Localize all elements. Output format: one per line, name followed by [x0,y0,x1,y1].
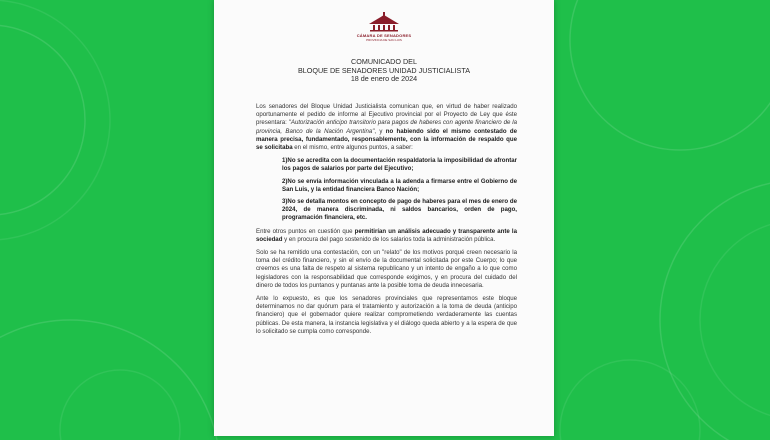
document-heading [214,58,554,84]
paragraph-1-text-c: en el mismo, entre algunos puntos, a saber: [292,144,413,152]
paragraph-2 [256,228,517,244]
paragraph-1-bold: no habiendo sido el mismo contestado de manera precisa, fundamentado, responsablemente, con la información de respaldo que se solicitaba [256,127,517,152]
paragraph-1-text-b: , y [374,127,386,135]
point-item [282,157,517,173]
point-item [282,198,517,223]
document-page [214,0,554,436]
paragraph-2-text-b: y en procura del pago sostenido de los salarios toda la administración pública. [282,235,496,243]
point-item [282,178,517,194]
heading-line-2: BLOQUE DE SENADORES UNIDAD JUSTICIALISTA [297,65,470,75]
senate-building-icon [367,12,401,32]
logo-title: CÁMARA DE SENADORES [356,33,412,38]
point-1: 1)No se acredita con la documentación respaldatoria la imposibilidad de afrontar los pagos de salarios por parte del Ejecutivo; [282,157,517,173]
point-3: 3)No se detalla montos en concepto de pago de haberes para el mes de enero de 2024, de manera discriminada, ni saldos bancarios, orden de pago, programación financiera, etc. [282,198,517,222]
paragraph-4: Ante lo expuesto, es que los senadores provinciales que representamos este bloque determinamos no dar quórum para el tratamiento y autorización a la toma de deuda (anticipo financiero) que el gobernador quiere realizar comprometiendo verdaderamente las cuentas públicas. De esta manera, la instancia legislativa y el diálogo queda abierto y a la espera de que lo solicitado se cumpla como corresponde. [256,295,517,335]
document-body [256,103,517,341]
paragraph-1-quote: "Autorización anticipo transitorio para pagos de haberes con agente financiero de la provincia, Banco de la Nación Argentina" [256,119,517,135]
paragraph-3: Solo se ha remitido una contestación, con un "relato" de los motivos porqué creen necesario la toma del crédito financiero, y sin el envío de la documental solicitada por este Cuerpo; lo que creemos es una falta de respeto al sistema republicano y un intento de engaño a lo que como legisladores con la responsabilidad que corresponde exigimos, y en procura del cuidado del dinero de todos los puntanos y puntanas ante la posible toma de deuda innecesaria. [256,249,517,289]
senate-logo [214,12,554,42]
paragraph-2-text-a: Entre otros puntos en cuestión que [256,227,355,235]
points-list [282,157,517,222]
heading-date: 18 de enero de 2024 [350,74,418,84]
point-2: 2)No se envía información vinculada a la adenda a firmarse entre el Gobierno de San Luis, y la entidad financiera Banco Nación; [282,177,517,193]
paragraph-2-bold: permitirían un análisis adecuado y transparente ante la sociedad [256,227,517,243]
paragraph-1-text-a: Los senadores del Bloque Unidad Justicialista comunican que, en virtud de haber realizado oportunamente el pedido de informe al Ejecutivo provincial por el Proyecto de Ley que éste presentara: [256,103,517,127]
heading-line-1: COMUNICADO DEL [351,57,417,66]
paragraph-1 [256,103,517,152]
logo-subtitle: PROVINCIA DE SAN LUIS [366,38,402,42]
